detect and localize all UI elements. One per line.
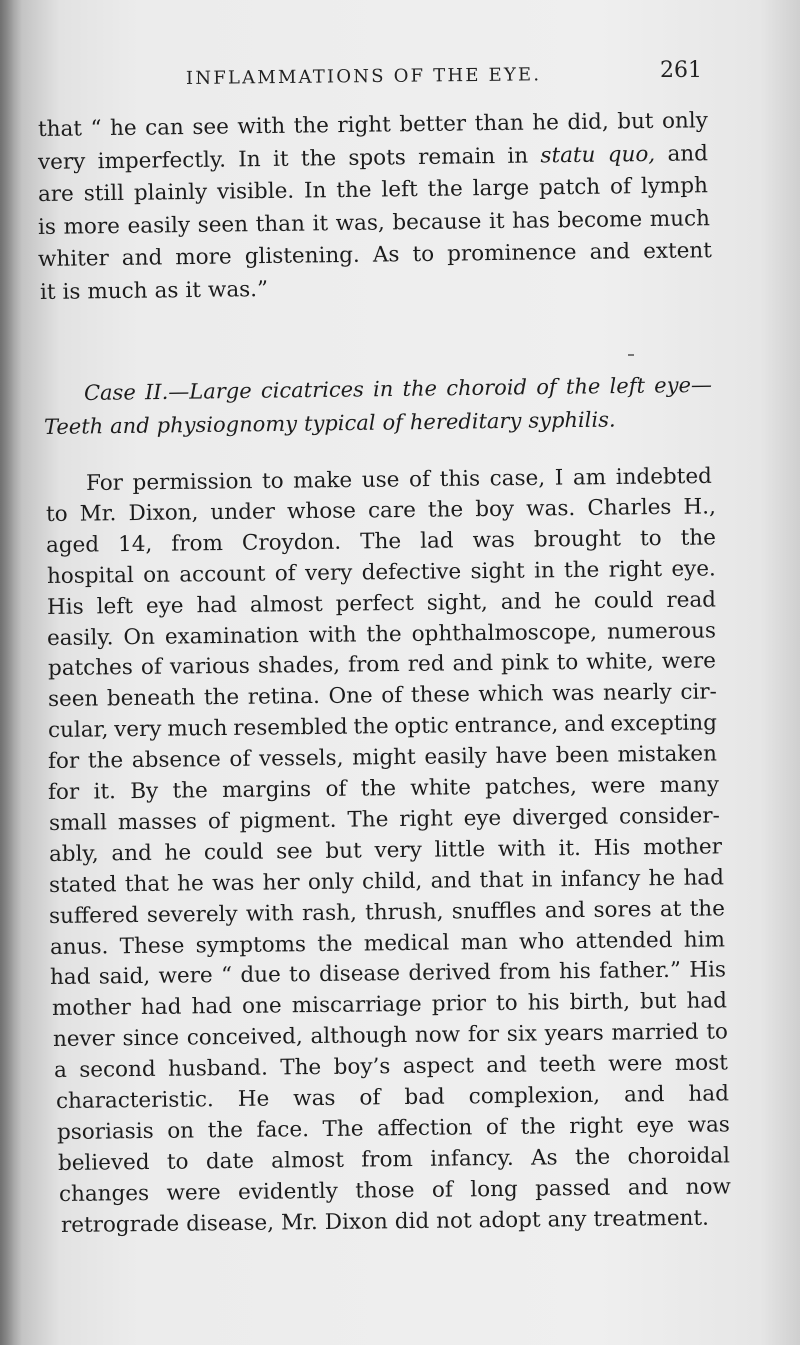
paragraph2-line: For permission to make use of this case, I am indebted	[85, 463, 713, 496]
page-header	[0, 54, 800, 94]
paragraph2-line: stated that he was her only child, and that in infancy he had	[48, 865, 725, 898]
page-number: 261	[660, 58, 702, 83]
paragraph2-line: characteristic. He was of bad complexion, and had	[55, 1081, 730, 1114]
paragraph2-line: changes were evidently those of long passed and now	[58, 1174, 732, 1207]
running-head: INFLAMMATIONS OF THE EYE.	[185, 64, 542, 89]
paragraph2-line: psoriasis on the face. The affection of the right eye was	[56, 1112, 731, 1145]
paragraph2-line: seen beneath the retina. One of these which was nearly cir-	[47, 679, 717, 713]
paragraph2-line: to Mr. Dixon, under whose care the boy was. Charles H.,	[45, 494, 717, 527]
case_heading-line: Case II.—Large cicatrices in the choroid of the left eye—	[83, 372, 713, 405]
paragraph2-line: patches of various shades, from red and pink to white, were	[47, 648, 717, 682]
ink-speck	[628, 354, 634, 356]
paragraph2-line: a second husband. The boy’s aspect and teeth were most	[53, 1050, 728, 1084]
paragraph2-line: for it. By the margins of the white patches, were many	[47, 772, 720, 805]
paragraph2-line: believed to date almost from infancy. As the choroidal	[57, 1143, 731, 1176]
paragraph1-line: is more easily seen than it was, because it has become much	[37, 206, 711, 240]
paragraph2-line: anus. These symptoms the medical man who attended him	[49, 926, 726, 960]
paragraph2-line: mother had had one miscarriage prior to his birth, but had	[51, 988, 728, 1022]
paragraph2-line: ably, and he could see but very little with it. His mother	[48, 834, 723, 867]
paragraph2-line: had said, were “ due to disease derived from his father.” His	[49, 957, 727, 991]
paragraph2-line: easily. On examination with the ophthalmoscope, numerous	[46, 617, 717, 651]
paragraph1-line: it is much as it was.”	[39, 277, 269, 305]
paragraph2-line: His left eye had almost perfect sight, and he could read	[46, 587, 717, 620]
paragraph2-line: retrograde disease, Mr. Dixon did not adopt any treatment.	[60, 1205, 710, 1238]
paragraph2-line: aged 14, from Croydon. The lad was brought to the	[45, 525, 717, 558]
paragraph2-line: suffered severely with rash, thrush, snuffles and sores at the	[48, 895, 726, 929]
paragraph2-line: for the absence of vessels, might easily have been mistaken	[47, 741, 718, 775]
paragraph1-line: whiter and more glistening. As to prominence and extent	[37, 238, 712, 273]
paragraph1-line: very imperfectly. In it the spots remain in statu quo, and	[37, 140, 709, 175]
paragraph2-line: cular, very much resembled the optic entrance, and excepting	[47, 710, 718, 744]
paragraph1-line: are still plainly visible. In the left the large patch of lymph	[37, 173, 709, 208]
paragraph2-line: small masses of pigment. The right eye diverged consider-	[48, 803, 721, 836]
paragraph2-line: hospital on account of very defective sight in the right eye.	[46, 556, 716, 589]
paragraph2-line: never since conceived, although now for six years married to	[52, 1019, 729, 1053]
case_heading-line: Teeth and physiognomy typical of hereditary syphilis.	[43, 407, 616, 439]
paragraph1-line: that “ he can see with the right better than he did, but only	[37, 108, 708, 142]
